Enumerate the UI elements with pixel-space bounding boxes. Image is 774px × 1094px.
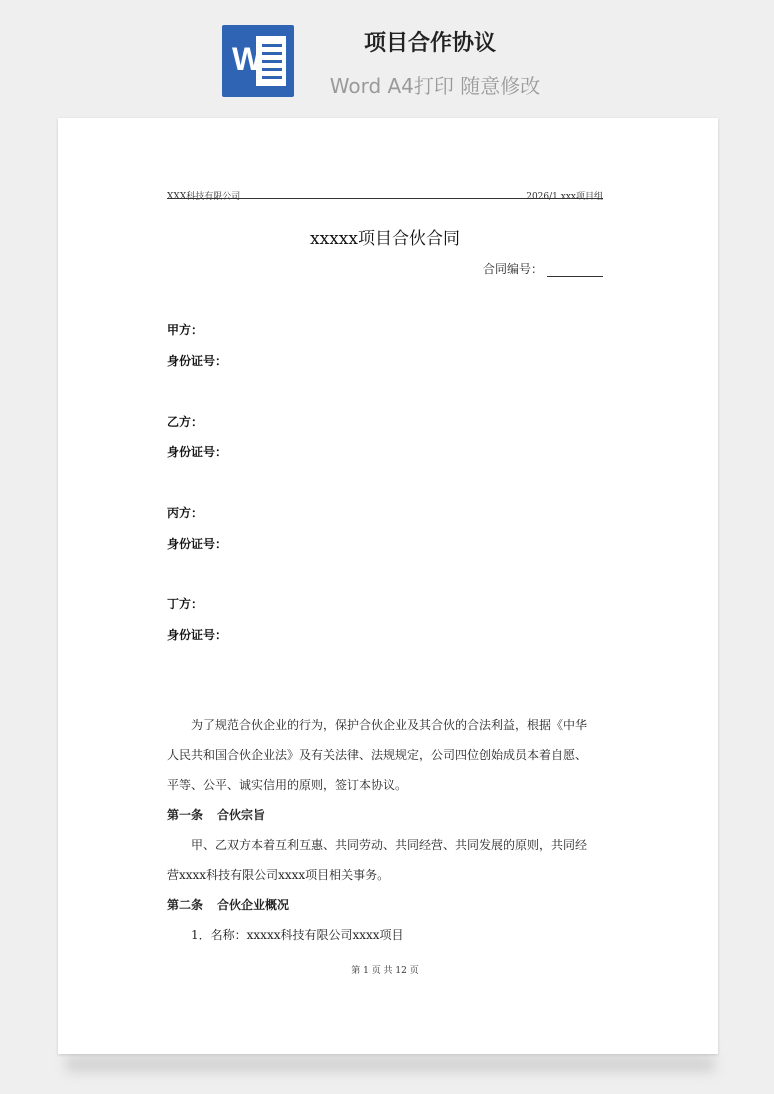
contract-number-label: 合同编号：: [482, 262, 543, 276]
party-c-id-label: 身份证号：: [167, 537, 228, 551]
article-2-item-1: 1．名称：xxxxx科技有限公司xxxx项目: [191, 928, 404, 942]
header-rule: [167, 198, 603, 199]
party-a-id-label: 身份证号：: [167, 354, 228, 368]
word-icon: [222, 25, 294, 97]
party-c-label: 丙方：: [167, 506, 204, 520]
document-body: [167, 710, 597, 950]
page-number: 第 1 页 共 12 页: [351, 966, 419, 976]
article-2-heading: [167, 890, 597, 920]
document-title: xxxxx项目合伙合同: [310, 229, 460, 249]
article-1-number: 第一条: [167, 808, 204, 822]
article-1-paragraph: 甲、乙双方本着互利互惠、共同劳动、共同经营、共同发展的原则，共同经营xxxx科技有限公司xxxx项目相关事务。: [167, 838, 588, 882]
party-b-label: 乙方：: [167, 415, 204, 429]
party-a-label: 甲方：: [167, 323, 204, 337]
word-logo-letter: W: [232, 41, 263, 77]
banner-title: 项目合作协议: [363, 31, 496, 56]
party-d-id-label: 身份证号：: [167, 628, 228, 642]
article-1-heading: [167, 800, 597, 830]
header-date-team: 2026/1 xxx项目组: [526, 192, 603, 202]
document-page: [58, 118, 718, 1054]
banner-subtitle: Word A4打印 随意修改: [329, 74, 541, 98]
article-2-title: 合伙企业概况: [217, 898, 290, 912]
header-company: XXX科技有限公司: [167, 192, 241, 202]
preview-banner: [0, 0, 774, 110]
party-d-label: 丁方：: [167, 597, 204, 611]
article-2-number: 第二条: [167, 898, 204, 912]
contract-number-blank: [547, 264, 603, 277]
contract-number: [483, 260, 603, 277]
intro-paragraph: 为了规范合伙企业的行为，保护合伙企业及其合伙的合法利益，根据《中华人民共和国合伙企业法》及有关法律、法规规定，公司四位创始成员本着自愿、平等、公平、诚实信用的原则，签订本协议。: [167, 718, 588, 792]
article-1-title: 合伙宗旨: [217, 808, 266, 822]
party-b-id-label: 身份证号：: [167, 445, 228, 459]
page-shadow: [66, 1056, 714, 1072]
